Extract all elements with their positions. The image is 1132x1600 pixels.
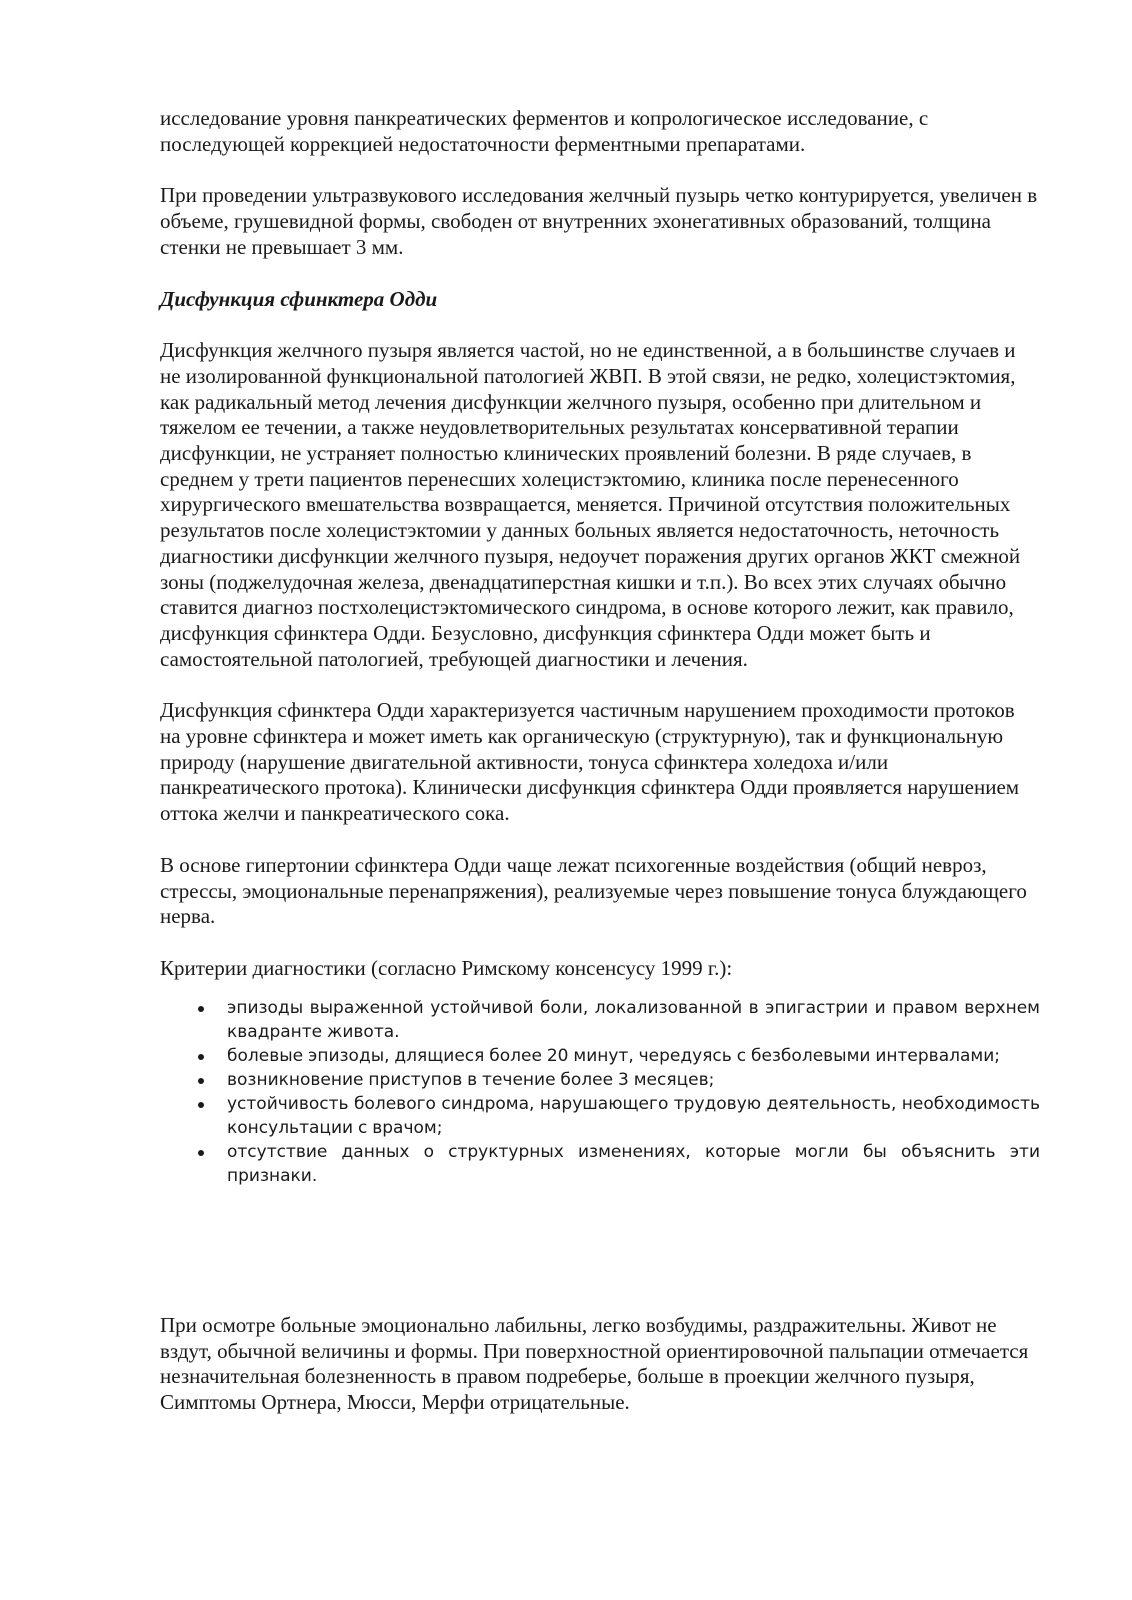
list-item bbox=[160, 1140, 1040, 1188]
paragraph-ultrasound: При проведении ультразвукового исследования желчный пузырь четко контурируется, увеличен в объеме, грушевидной формы, свободен от внутренних эхонегативных образований, толщина стенки не превышает 3 мм. bbox=[160, 183, 1038, 259]
bullet-icon bbox=[198, 1150, 204, 1156]
list-item-text: отсутствие данных о структурных изменениях, которые могли бы объяснить эти признаки. bbox=[227, 1141, 1040, 1186]
list-item-text: возникновение приступов в течение более 3 месяцев; bbox=[227, 1069, 715, 1090]
list-item bbox=[160, 1092, 1040, 1140]
bullet-icon bbox=[198, 1102, 204, 1108]
list-item-text: устойчивость болевого синдрома, нарушающего трудовую деятельность, необходимость консультации с врачом; bbox=[227, 1093, 1040, 1138]
list-item bbox=[160, 996, 1040, 1044]
section-heading: Дисфункция сфинктера Одди bbox=[160, 286, 438, 311]
list-item-text: эпизоды выраженной устойчивой боли, локализованной в эпигастрии и правом верхнем квадранте живота. bbox=[227, 997, 1040, 1042]
list-item bbox=[160, 1044, 1040, 1068]
document-body bbox=[160, 106, 1040, 1188]
paragraph-criteria-intro: Критерии диагностики (согласно Римскому консенсусу 1999 г.): bbox=[160, 955, 733, 980]
criteria-list bbox=[160, 996, 1040, 1188]
list-item bbox=[160, 1068, 1040, 1092]
bullet-icon bbox=[198, 1006, 204, 1012]
paragraph-examination: При осмотре больные эмоционально лабильны, легко возбудимы, раздражительны. Живот не вздут, обычной величины и формы. При поверхностной ориентировочной пальпации отмечается незначительная болезненность в правом подреберье, больше в проекции желчного пузыря, Симптомы Ортнера, Мюсси, Мерфи отрицательные. bbox=[160, 1313, 1029, 1415]
paragraph-intro: исследование уровня панкреатических ферментов и копрологическое исследование, с последующей коррекцией недостаточности ферментными препаратами. bbox=[160, 106, 929, 156]
bullet-icon bbox=[198, 1054, 204, 1060]
list-item-text: болевые эпизоды, длящиеся более 20 минут, чередуясь с безболевыми интервалами; bbox=[227, 1045, 1001, 1066]
paragraph-dysfunction: Дисфункция желчного пузыря является частой, но не единственной, а в большинстве случаев и не изолированной функциональной патологией ЖВП. В этой связи, не редко, холецистэктомия, как радикальный метод лечения дисфункции желчного пузыря, особенно при длительном и тяжелом ее течении, а также неудовлетворительных результатах консервативной терапии дисфункции, не устраняет полностью клинических проявлений болезни. В ряде случаев, в среднем у трети пациентов перенесших холецистэктомию, клиника после перенесенного хирургического вмешательства возвращается, меняется. Причиной отсутствия положительных результатов после холецистэктомии у данных больных является недостаточность, неточность диагностики дисфункции желчного пузыря, недоучет поражения других органов ЖКТ смежной зоны (поджелудочная железа, двенадцатиперстная кишки и т.п.). Во всех этих случаях обычно ставится диагноз постхолецистэктомического синдрома, в основе которого лежит, как правило, дисфункция сфинктера Одди. Безусловно, дисфункция сфинктера Одди может быть и самостоятельной патологией, требующей диагностики и лечения. bbox=[160, 338, 1021, 671]
document-footer-section bbox=[160, 1313, 1040, 1442]
bullet-icon bbox=[198, 1078, 204, 1084]
paragraph-characterized: Дисфункция сфинктера Одди характеризуется частичным нарушением проходимости протоков на уровне сфинктера и может иметь как органическую (структурную), так и функциональную природу (нарушение двигательной активности, тонуса сфинктера холедоха и/или панкреатического протока). Клинически дисфункция сфинктера Одди проявляется нарушением оттока желчи и панкреатического сока. bbox=[160, 698, 1020, 826]
paragraph-hypertonia: В основе гипертонии сфинктера Одди чаще лежат психогенные воздействия (общий невроз, стрессы, эмоциональные перенапряжения), реализуемые через повышение тонуса блуждающего нерва. bbox=[160, 852, 1027, 929]
